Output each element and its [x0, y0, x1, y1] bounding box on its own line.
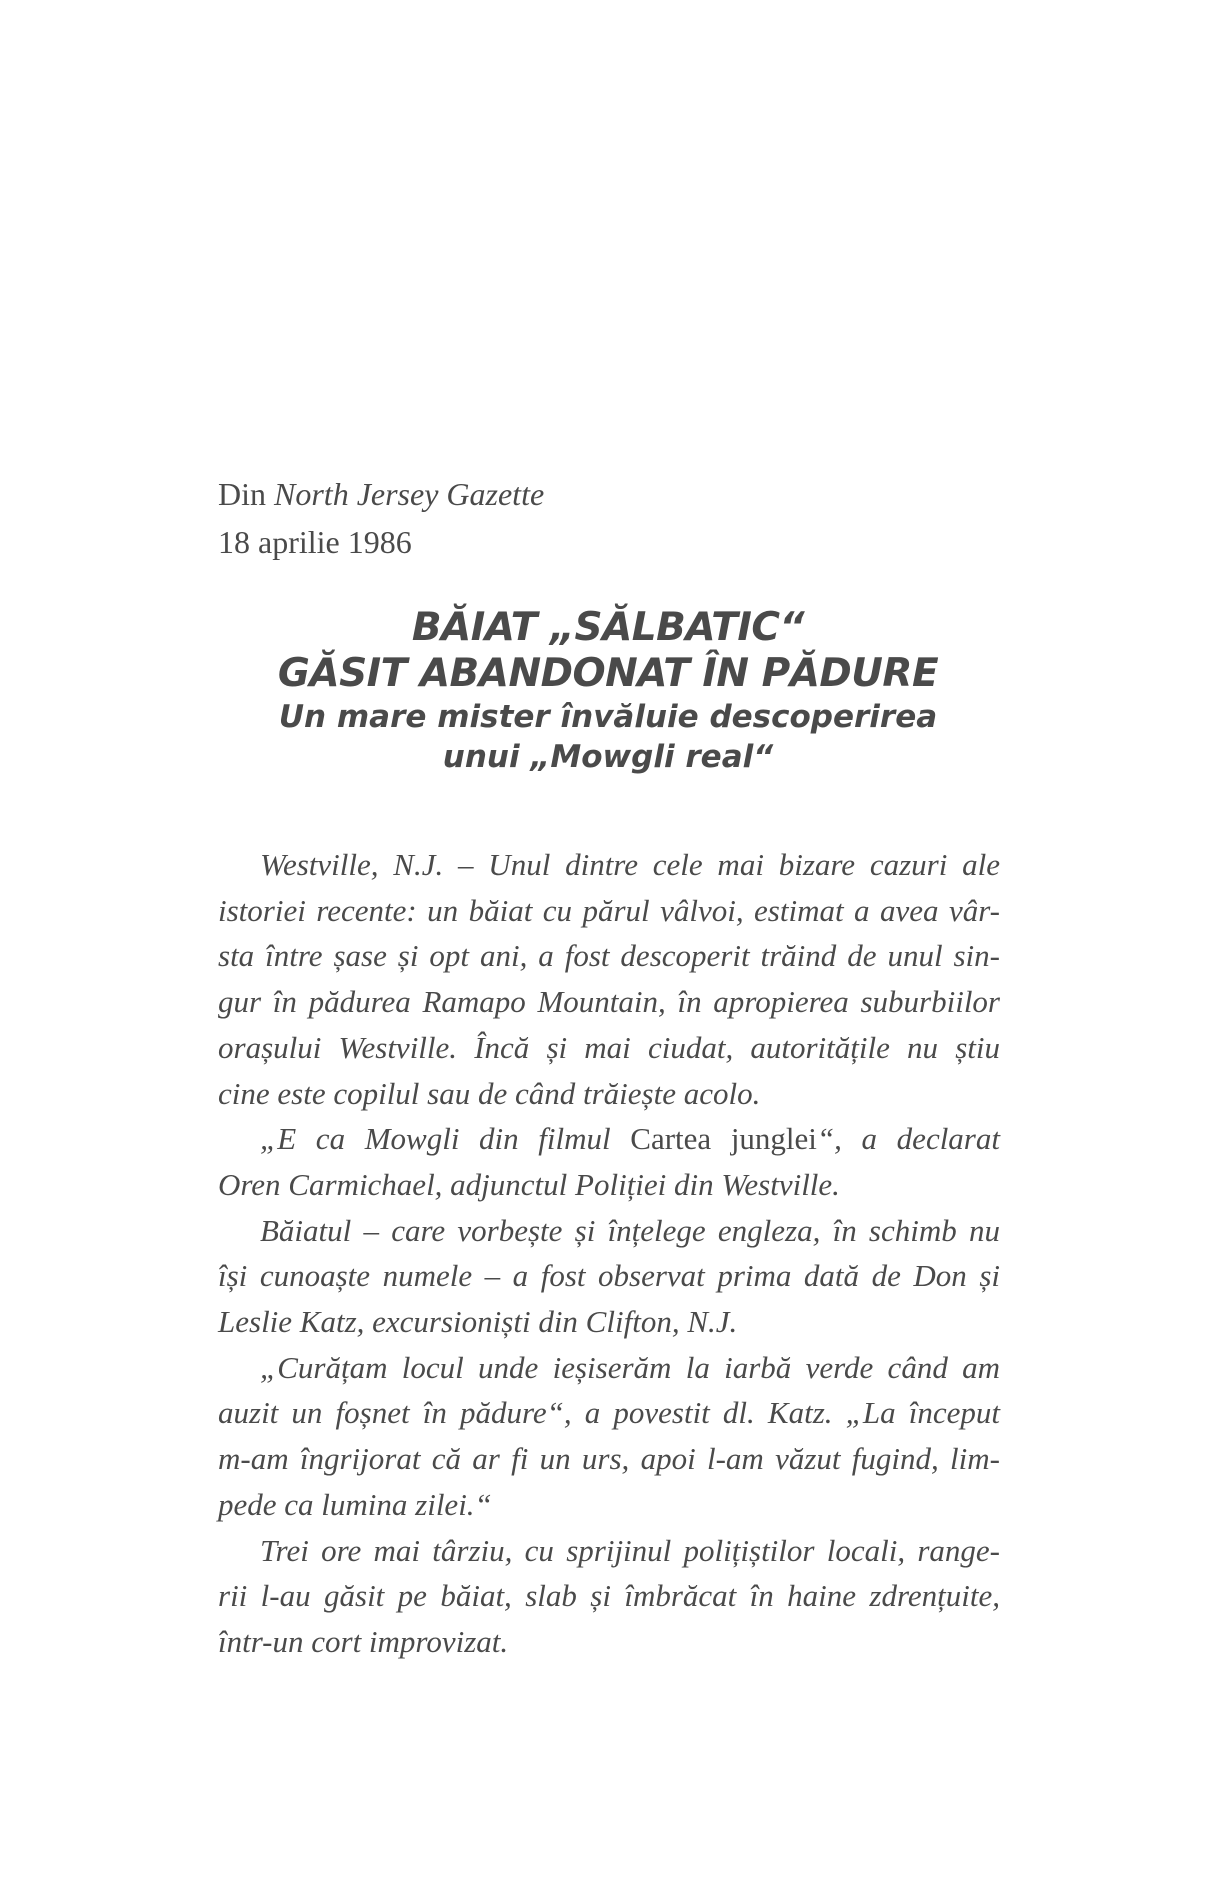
- publication-name: North Jersey Gazette: [274, 476, 545, 512]
- article-headline: [218, 605, 998, 777]
- p4-line: m-am îngrijorat că ar fi un urs, apoi l-am văzut fugind, lim-: [218, 1441, 1000, 1477]
- article-body: [218, 842, 1000, 1665]
- p1-line: Westville, N.J. – Unul dintre cele mai bizare cazuri ale: [260, 847, 1000, 882]
- source-line: [218, 470, 544, 518]
- p1-line: cine este copilul sau de când trăiește acolo.: [218, 1075, 761, 1111]
- p2-line-1: [218, 1116, 1000, 1162]
- source-block: [218, 470, 544, 566]
- p3-line: Băiatul – care vorbește și înțelege engleza, în schimb nu: [260, 1212, 1000, 1248]
- p1-line: gur în pădurea Ramapo Mountain, în apropierea suburbiilor: [218, 984, 1000, 1020]
- p4-line: auzit un foșnet în pădure“, a povestit dl. Katz. „La început: [218, 1395, 1000, 1431]
- p5-line: Trei ore mai târziu, cu sprijinul polițiștilor locali, range-: [260, 1532, 1000, 1568]
- p3-line: Leslie Katz, excursioniști din Clifton, N.J.: [218, 1304, 738, 1340]
- p2-quote-start: „E ca Mowgli din filmul: [260, 1121, 611, 1157]
- headline-subtitle-line-2: unui „Mowgli real“: [442, 739, 774, 775]
- p2-quote-end: “, a declarat: [816, 1121, 1000, 1157]
- p1-line: istoriei recente: un băiat cu părul vâlvoi, estimat a avea vâr-: [218, 892, 1000, 928]
- publication-date: 18 aprilie 1986: [218, 524, 412, 560]
- headline-title-line-2: GĂSIT ABANDONAT ÎN PĂDURE: [277, 651, 939, 696]
- source-prefix: Din: [218, 476, 266, 512]
- p4-line: „Curățam locul unde ieșiserăm la iarbă verde când am: [260, 1349, 1000, 1385]
- headline-title-line-1: BĂIAT „SĂLBATIC“: [411, 605, 805, 650]
- p2-line-2: Oren Carmichael, adjunctul Poliției din Westville.: [218, 1166, 840, 1202]
- p4-line: pede ca lumina zilei.“: [218, 1486, 492, 1522]
- p1-line: sta între șase și opt ani, a fost descoperit trăind de unul sin-: [218, 938, 1000, 974]
- p5-line: într-un cort improvizat.: [218, 1623, 509, 1659]
- headline-subtitle-line-1: Un mare mister învăluie descoperirea: [278, 699, 938, 735]
- p5-line: rii l-au găsit pe băiat, slab și îmbrăcat în haine zdrențuite,: [218, 1578, 1000, 1614]
- p3-line: își cunoaște numele – a fost observat prima dată de Don și: [218, 1258, 1000, 1294]
- p1-line: orașului Westville. Încă și mai ciudat, autoritățile nu știu: [218, 1029, 1000, 1065]
- film-title: Cartea junglei: [630, 1121, 817, 1157]
